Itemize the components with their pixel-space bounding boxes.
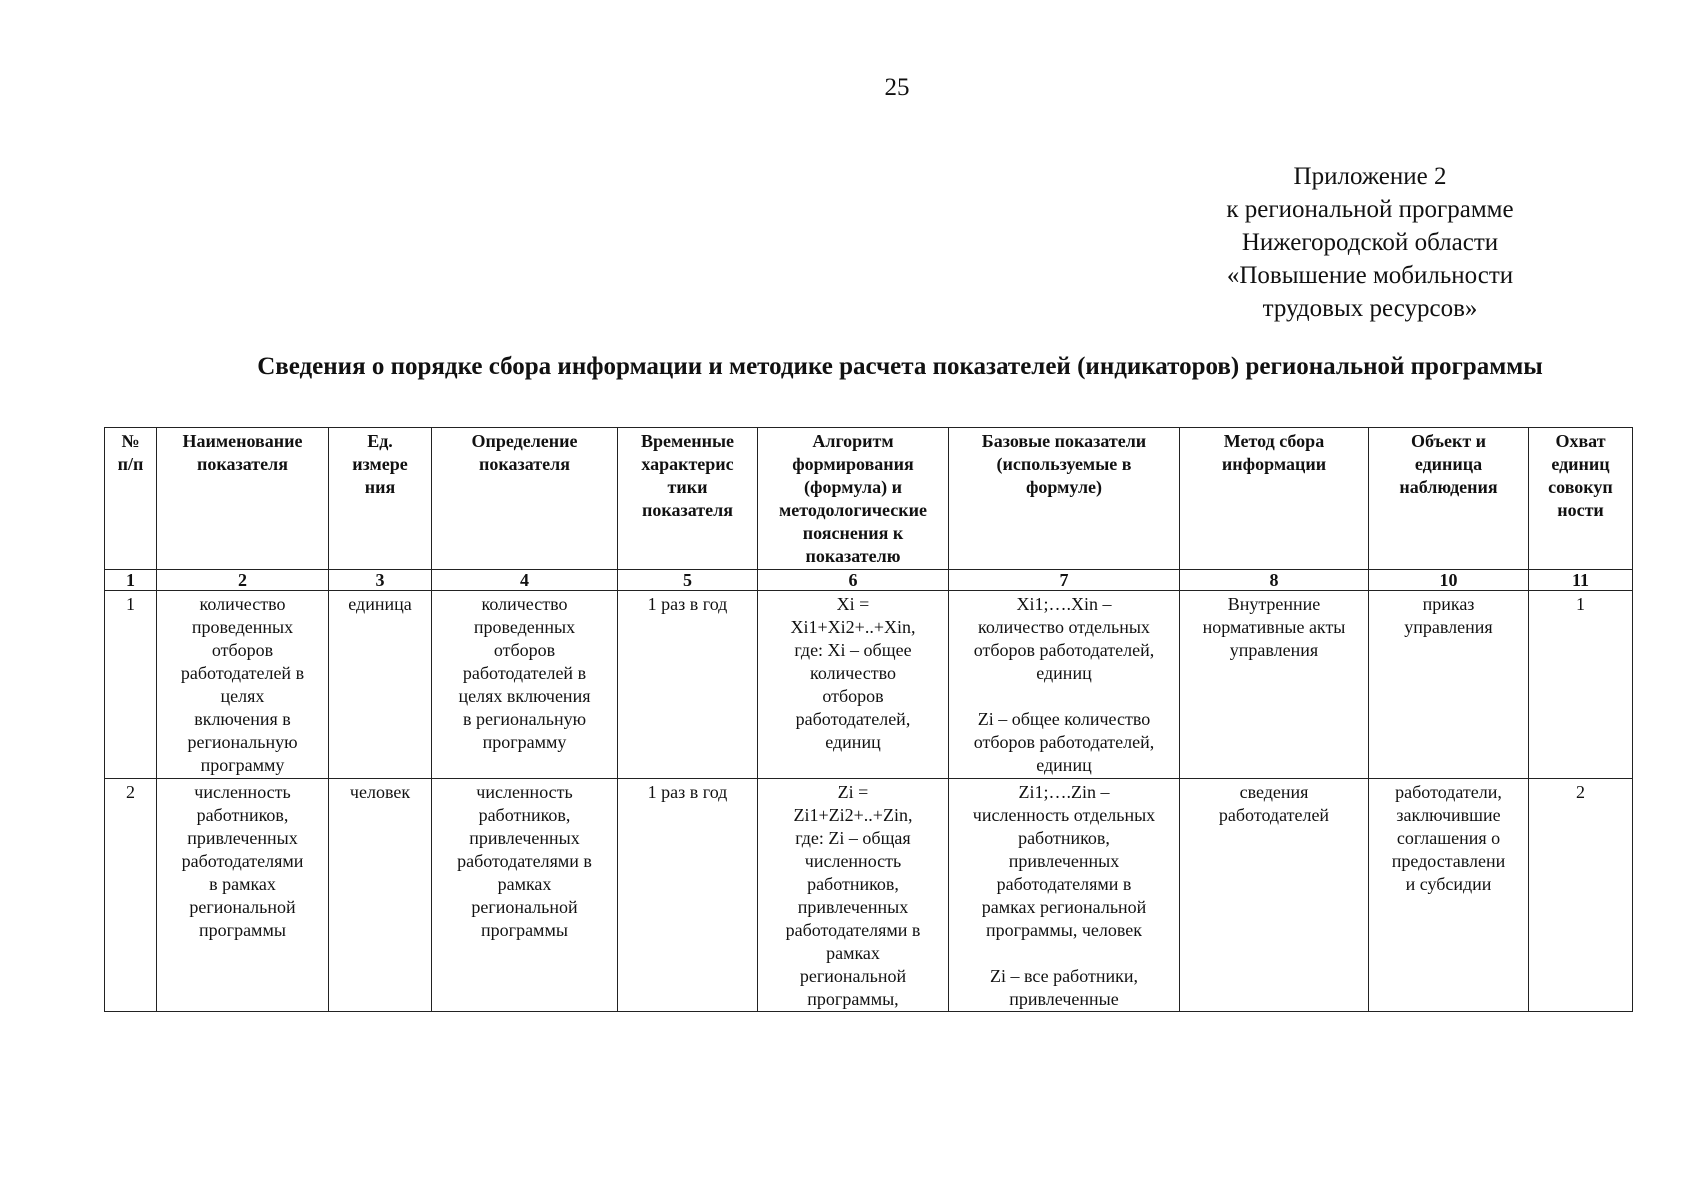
cell-line: в региональную bbox=[462, 709, 587, 729]
cell-line: Zi – общее количество bbox=[977, 709, 1151, 729]
column-number: 5 bbox=[618, 570, 758, 591]
table-body bbox=[105, 570, 1633, 1012]
cell-line: Метод сбора bbox=[1223, 431, 1325, 451]
table-cell bbox=[432, 779, 618, 1012]
cell-line: программы, человек bbox=[985, 920, 1143, 940]
cell-line: привлеченных bbox=[187, 828, 298, 848]
cell-line: показателю bbox=[805, 546, 901, 566]
column-number: 10 bbox=[1369, 570, 1529, 591]
column-header bbox=[618, 428, 758, 570]
table-cell bbox=[618, 779, 758, 1012]
cell-line: численность bbox=[804, 851, 902, 871]
cell-line: работников, bbox=[807, 874, 899, 894]
cell-line: Zi1+Zi2+..+Zin, bbox=[793, 805, 913, 825]
cell-line: программу bbox=[482, 732, 567, 752]
cell-line: количество bbox=[810, 663, 896, 683]
cell-line: формирования bbox=[792, 454, 914, 474]
cell-line: (используемые в bbox=[996, 454, 1132, 474]
cell-line: работодателями в bbox=[785, 920, 921, 940]
cell-line: пояснения к bbox=[802, 523, 904, 543]
cell-line: численность bbox=[194, 782, 291, 802]
cell-line: количество bbox=[481, 594, 568, 614]
cell-line: информации bbox=[1221, 454, 1327, 474]
appendix-line: Приложение 2 bbox=[1293, 163, 1447, 190]
column-number: 3 bbox=[329, 570, 432, 591]
cell-line: единиц bbox=[1551, 454, 1610, 474]
cell-line: программы bbox=[481, 920, 568, 940]
column-header bbox=[157, 428, 329, 570]
cell-line: совокуп bbox=[1548, 477, 1613, 497]
column-number: 8 bbox=[1180, 570, 1369, 591]
cell-line: региональной bbox=[799, 966, 907, 986]
table-cell bbox=[329, 779, 432, 1012]
document-title: Сведения о порядке сбора информации и методике расчета показателей (индикаторов) региональной программы bbox=[257, 353, 1543, 380]
cell-line bbox=[953, 685, 1175, 708]
table-cell bbox=[105, 591, 157, 779]
cell-line: программы bbox=[199, 920, 286, 940]
cell-line: тики bbox=[667, 477, 708, 497]
cell-line: заключившие bbox=[1396, 805, 1501, 825]
cell-line: целях bbox=[220, 686, 265, 706]
cell-line: проведенных bbox=[473, 617, 576, 637]
cell-line: отборов bbox=[493, 640, 556, 660]
cell-line: Алгоритм bbox=[812, 431, 894, 451]
column-number: 4 bbox=[432, 570, 618, 591]
cell-line: привлеченных bbox=[469, 828, 580, 848]
cell-line: 1 bbox=[1576, 594, 1585, 614]
cell-line: рамках bbox=[826, 943, 880, 963]
column-header bbox=[1369, 428, 1529, 570]
cell-line: численность bbox=[476, 782, 573, 802]
cell-line: единиц bbox=[825, 732, 881, 752]
table-cell bbox=[758, 779, 949, 1012]
cell-line: работодателями bbox=[181, 851, 304, 871]
cell-line: Xi1+Xi2+..+Xin, bbox=[790, 617, 916, 637]
cell-line: характерис bbox=[641, 454, 734, 474]
column-header bbox=[1180, 428, 1369, 570]
cell-line: привлеченных bbox=[1008, 851, 1120, 871]
cell-line: методологические bbox=[779, 500, 927, 520]
cell-line: ния bbox=[364, 477, 396, 497]
table-cell bbox=[1369, 779, 1529, 1012]
column-header bbox=[949, 428, 1180, 570]
table-cell bbox=[105, 779, 157, 1012]
cell-line: Временные bbox=[640, 431, 735, 451]
table-cell bbox=[1529, 591, 1633, 779]
cell-line: п/п bbox=[117, 454, 144, 474]
column-number: 11 bbox=[1529, 570, 1633, 591]
cell-line: Zi = bbox=[837, 782, 869, 802]
table-cell bbox=[758, 591, 949, 779]
cell-line: измере bbox=[352, 454, 408, 474]
cell-line: отборов работодателей, bbox=[973, 732, 1155, 752]
cell-line: работодателями в bbox=[996, 874, 1132, 894]
cell-line: единиц bbox=[1036, 755, 1092, 775]
table-cell bbox=[1180, 779, 1369, 1012]
cell-line bbox=[953, 942, 1175, 965]
cell-line: 1 раз в год bbox=[647, 594, 728, 614]
cell-line: количество bbox=[199, 594, 286, 614]
cell-line: соглашения о bbox=[1396, 828, 1501, 848]
cell-line: работодателей в bbox=[180, 663, 305, 683]
cell-line: управления bbox=[1229, 640, 1319, 660]
column-header bbox=[105, 428, 157, 570]
cell-line: региональную bbox=[187, 732, 298, 752]
cell-line: единица bbox=[1414, 454, 1483, 474]
cell-line: количество отдельных bbox=[978, 617, 1150, 637]
cell-line: региональной bbox=[189, 897, 296, 917]
table-cell bbox=[949, 779, 1180, 1012]
cell-line: 2 bbox=[1576, 782, 1585, 802]
cell-line: Xi1;….Xin – bbox=[1016, 594, 1112, 614]
indicators-table bbox=[104, 427, 1633, 1012]
cell-line: Zi – все работники, bbox=[989, 966, 1138, 986]
cell-line: программы, bbox=[807, 989, 899, 1009]
cell-line: включения в bbox=[194, 709, 291, 729]
cell-line: отборов bbox=[822, 686, 884, 706]
appendix-line: «Повышение мобильности bbox=[1226, 262, 1514, 289]
cell-line: отборов работодателей, bbox=[973, 640, 1155, 660]
column-number: 6 bbox=[758, 570, 949, 591]
appendix-line: Нижегородской области bbox=[1241, 229, 1499, 256]
cell-line: Наименование bbox=[182, 431, 303, 451]
cell-line: проведенных bbox=[191, 617, 294, 637]
column-number: 1 bbox=[105, 570, 157, 591]
table-cell bbox=[329, 591, 432, 779]
cell-line: приказ bbox=[1422, 594, 1475, 614]
cell-line: где: Zi – общая bbox=[795, 828, 911, 848]
table-row bbox=[105, 779, 1633, 1012]
cell-line: отборов bbox=[211, 640, 274, 660]
cell-line: и субсидии bbox=[1405, 874, 1492, 894]
column-number: 7 bbox=[949, 570, 1180, 591]
column-header bbox=[1529, 428, 1633, 570]
column-header bbox=[329, 428, 432, 570]
cell-line: 2 bbox=[126, 782, 135, 802]
cell-line: работников, bbox=[1018, 828, 1110, 848]
cell-line: сведения bbox=[1239, 782, 1309, 802]
cell-line: численность отдельных bbox=[972, 805, 1156, 825]
cell-line: единица bbox=[348, 594, 412, 614]
cell-line: Zi1;….Zin – bbox=[1018, 782, 1110, 802]
cell-line: показателя bbox=[642, 500, 733, 520]
table-row bbox=[105, 591, 1633, 779]
cell-line: рамках региональной bbox=[981, 897, 1147, 917]
cell-line: привлеченные bbox=[1009, 989, 1119, 1009]
cell-line: привлеченных bbox=[797, 897, 909, 917]
appendix-block bbox=[1170, 160, 1570, 325]
cell-line: рамках bbox=[497, 874, 552, 894]
table-cell bbox=[1369, 591, 1529, 779]
cell-line: работников, bbox=[196, 805, 289, 825]
appendix-line: трудовых ресурсов» bbox=[1262, 295, 1478, 322]
cell-line: Внутренние bbox=[1227, 594, 1321, 614]
cell-line: ности bbox=[1557, 500, 1604, 520]
cell-line: Xi = bbox=[836, 594, 870, 614]
table-cell bbox=[157, 779, 329, 1012]
cell-line: наблюдения bbox=[1399, 477, 1498, 497]
appendix-line: к региональной программе bbox=[1226, 196, 1514, 223]
cell-line: работодателей bbox=[1218, 805, 1330, 825]
table-cell bbox=[1529, 779, 1633, 1012]
cell-line: Определение bbox=[471, 431, 578, 451]
table-cell bbox=[949, 591, 1180, 779]
table-cell bbox=[432, 591, 618, 779]
cell-line: в рамках bbox=[209, 874, 276, 894]
cell-line: целях включения bbox=[458, 686, 591, 706]
table-cell bbox=[157, 591, 329, 779]
cell-line: работодателей в bbox=[462, 663, 587, 683]
cell-line: Объект и bbox=[1410, 431, 1487, 451]
cell-line: работников, bbox=[478, 805, 571, 825]
table-cell bbox=[618, 591, 758, 779]
cell-line: нормативные акты bbox=[1202, 617, 1346, 637]
cell-line: работодателей, bbox=[795, 709, 911, 729]
cell-line: работодателями в bbox=[457, 851, 592, 871]
cell-line: программу bbox=[200, 755, 285, 775]
cell-line: управления bbox=[1404, 617, 1493, 637]
cell-line: где: Xi – общее bbox=[794, 640, 912, 660]
cell-line: 1 bbox=[126, 594, 135, 614]
cell-line: Базовые показатели bbox=[981, 431, 1147, 451]
cell-line: Охват bbox=[1555, 431, 1606, 451]
column-header bbox=[758, 428, 949, 570]
cell-line: региональной bbox=[471, 897, 578, 917]
table-header-row bbox=[105, 428, 1633, 570]
page-number: 25 bbox=[884, 74, 910, 101]
cell-line: работодатели, bbox=[1395, 782, 1502, 802]
table-cell bbox=[1180, 591, 1369, 779]
cell-line: человек bbox=[349, 782, 411, 802]
cell-line: (формула) и bbox=[804, 477, 902, 497]
column-number: 2 bbox=[157, 570, 329, 591]
cell-line: показателя bbox=[479, 454, 570, 474]
column-number-row bbox=[105, 570, 1633, 591]
cell-line: формуле) bbox=[1025, 477, 1103, 497]
cell-line: № bbox=[121, 431, 140, 451]
cell-line: единиц bbox=[1036, 663, 1092, 683]
cell-line: предоставлени bbox=[1391, 851, 1506, 871]
cell-line: показателя bbox=[197, 454, 288, 474]
cell-line: 1 раз в год bbox=[647, 782, 728, 802]
cell-line: Ед. bbox=[367, 431, 393, 451]
column-header bbox=[432, 428, 618, 570]
